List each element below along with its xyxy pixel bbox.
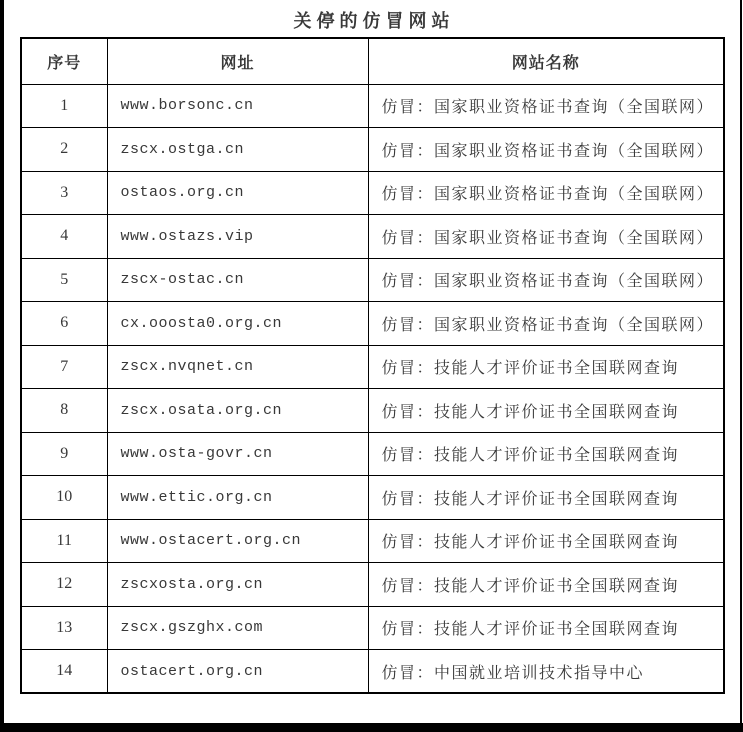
row-name-cell: 仿冒：国家职业资格证书查询（全国联网） bbox=[368, 171, 724, 215]
row-url-cell: zscxosta.org.cn bbox=[107, 563, 368, 607]
row-index-cell: 3 bbox=[21, 171, 107, 215]
left-edge-bar bbox=[0, 0, 4, 732]
table-row bbox=[21, 476, 724, 520]
table-row bbox=[21, 84, 724, 128]
header-site-name: 网站名称 bbox=[368, 38, 724, 84]
table-header bbox=[21, 38, 724, 84]
row-url-cell: cx.ooosta0.org.cn bbox=[107, 302, 368, 346]
row-name-cell: 仿冒：国家职业资格证书查询（全国联网） bbox=[368, 84, 724, 128]
row-index-cell: 7 bbox=[21, 345, 107, 389]
table-row bbox=[21, 563, 724, 607]
row-name-cell: 仿冒：国家职业资格证书查询（全国联网） bbox=[368, 128, 724, 172]
row-index-cell: 1 bbox=[21, 84, 107, 128]
row-url-cell: zscx.nvqnet.cn bbox=[107, 345, 368, 389]
row-name-cell: 仿冒：国家职业资格证书查询（全国联网） bbox=[368, 215, 724, 259]
row-name-cell: 仿冒：中国就业培训技术指导中心 bbox=[368, 650, 724, 694]
header-index: 序号 bbox=[21, 38, 107, 84]
table-row bbox=[21, 215, 724, 259]
header-row bbox=[21, 38, 724, 84]
row-url-cell: ostacert.org.cn bbox=[107, 650, 368, 694]
row-name-cell: 仿冒：国家职业资格证书查询（全国联网） bbox=[368, 302, 724, 346]
row-index-cell: 12 bbox=[21, 563, 107, 607]
row-name-cell: 仿冒：技能人才评价证书全国联网查询 bbox=[368, 563, 724, 607]
table-row bbox=[21, 389, 724, 433]
table-row bbox=[21, 432, 724, 476]
row-index-cell: 5 bbox=[21, 258, 107, 302]
table-row bbox=[21, 650, 724, 694]
row-name-cell: 仿冒：技能人才评价证书全国联网查询 bbox=[368, 606, 724, 650]
row-name-cell: 仿冒：技能人才评价证书全国联网查询 bbox=[368, 519, 724, 563]
row-index-cell: 2 bbox=[21, 128, 107, 172]
fake-websites-table bbox=[20, 37, 725, 694]
header-url: 网址 bbox=[107, 38, 368, 84]
row-index-cell: 4 bbox=[21, 215, 107, 259]
row-name-cell: 仿冒：技能人才评价证书全国联网查询 bbox=[368, 476, 724, 520]
row-name-cell: 仿冒：技能人才评价证书全国联网查询 bbox=[368, 432, 724, 476]
row-url-cell: www.ettic.org.cn bbox=[107, 476, 368, 520]
row-index-cell: 11 bbox=[21, 519, 107, 563]
row-name-cell: 仿冒：技能人才评价证书全国联网查询 bbox=[368, 345, 724, 389]
row-url-cell: zscx.osata.org.cn bbox=[107, 389, 368, 433]
row-index-cell: 10 bbox=[21, 476, 107, 520]
row-index-cell: 14 bbox=[21, 650, 107, 694]
row-url-cell: zscx.ostga.cn bbox=[107, 128, 368, 172]
row-index-cell: 9 bbox=[21, 432, 107, 476]
table-body bbox=[21, 84, 724, 693]
bottom-edge-bar bbox=[0, 723, 743, 732]
row-name-cell: 仿冒：国家职业资格证书查询（全国联网） bbox=[368, 258, 724, 302]
right-edge-line bbox=[740, 0, 742, 732]
row-url-cell: zscx.gszghx.com bbox=[107, 606, 368, 650]
table-row bbox=[21, 258, 724, 302]
row-url-cell: ostaos.org.cn bbox=[107, 171, 368, 215]
row-url-cell: www.ostazs.vip bbox=[107, 215, 368, 259]
row-index-cell: 6 bbox=[21, 302, 107, 346]
row-url-cell: www.ostacert.org.cn bbox=[107, 519, 368, 563]
table-row bbox=[21, 128, 724, 172]
table-row bbox=[21, 171, 724, 215]
row-index-cell: 8 bbox=[21, 389, 107, 433]
row-index-cell: 13 bbox=[21, 606, 107, 650]
page-title: 关停的仿冒网站 bbox=[293, 11, 455, 31]
row-url-cell: www.borsonc.cn bbox=[107, 84, 368, 128]
table-row bbox=[21, 606, 724, 650]
table-row bbox=[21, 345, 724, 389]
table-row bbox=[21, 302, 724, 346]
row-name-cell: 仿冒：技能人才评价证书全国联网查询 bbox=[368, 389, 724, 433]
row-url-cell: www.osta-govr.cn bbox=[107, 432, 368, 476]
row-url-cell: zscx-ostac.cn bbox=[107, 258, 368, 302]
table-row bbox=[21, 519, 724, 563]
